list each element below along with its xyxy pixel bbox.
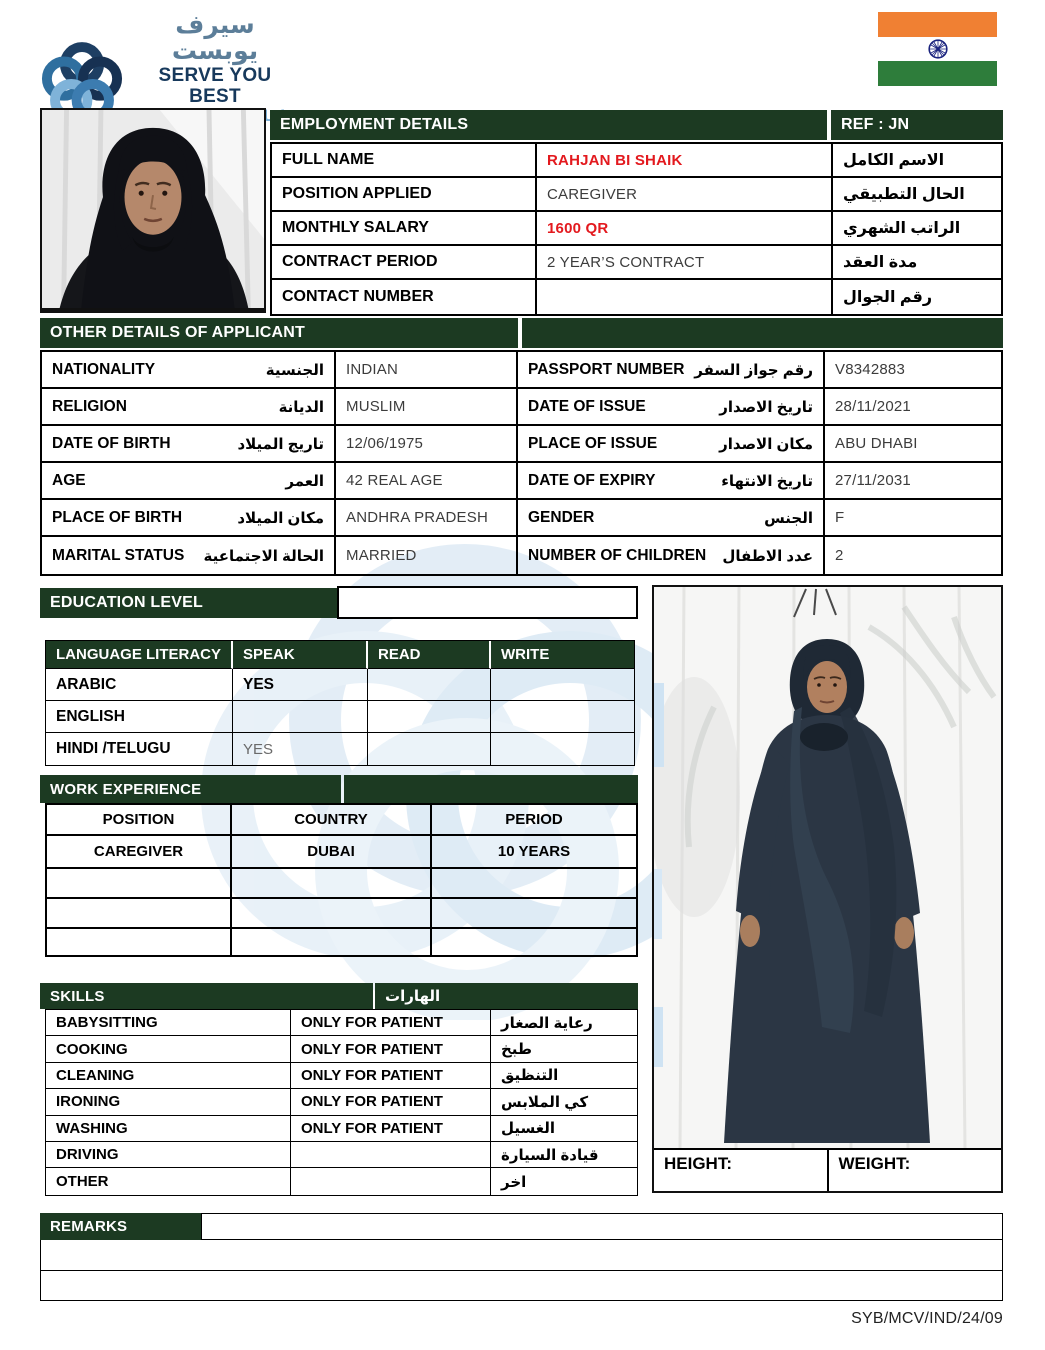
field-label-arabic: الراتب الشهري bbox=[833, 212, 1001, 246]
period-value bbox=[432, 869, 636, 899]
company-name-arabic: سيرف يوبست bbox=[171, 11, 259, 66]
work-experience-table bbox=[45, 803, 638, 957]
field-label: PLACE OF BIRTH مكان الميلاد bbox=[42, 500, 336, 537]
write-value bbox=[491, 733, 634, 765]
skill-name: IRONING bbox=[46, 1089, 291, 1115]
employment-title: EMPLOYMENT DETAILS bbox=[270, 110, 827, 140]
children-count-value: 2 bbox=[835, 547, 844, 564]
employment-table bbox=[270, 142, 1003, 316]
skills-section-header bbox=[40, 983, 638, 1009]
field-label: DATE OF BIRTH تاريج الميلاد bbox=[42, 426, 336, 463]
position-value bbox=[47, 929, 232, 955]
company-name: SERVE YOU BEST bbox=[158, 64, 272, 108]
column-header: LANGUAGE LITERACY bbox=[46, 641, 233, 669]
position-value bbox=[47, 899, 232, 929]
column-header: SPEAK bbox=[233, 641, 368, 669]
period-value bbox=[432, 929, 636, 955]
write-value bbox=[491, 669, 634, 701]
weight-label: WEIGHT: bbox=[838, 1154, 911, 1173]
ref-number: REF : JN bbox=[831, 110, 1003, 140]
skill-name: BABYSITTING bbox=[46, 1010, 291, 1036]
education-level-title: EDUCATION LEVEL bbox=[40, 588, 337, 618]
field-label: FULL NAME bbox=[272, 144, 537, 178]
read-value bbox=[368, 733, 491, 765]
position-value: CAREGIVER bbox=[47, 836, 232, 869]
period-value: 10 YEARS bbox=[432, 836, 636, 869]
field-label: MONTHLY SALARY bbox=[272, 212, 537, 246]
education-level-value bbox=[337, 586, 638, 619]
place-of-birth-value: ANDHRA PRADESH bbox=[336, 500, 518, 537]
field-label-arabic: الحال التطبيقي bbox=[833, 178, 1001, 212]
skill-arabic: رعاية الصغار bbox=[491, 1010, 637, 1036]
field-label: CONTACT NUMBER bbox=[272, 280, 537, 314]
applicant-fullbody-photo bbox=[652, 585, 1003, 1193]
skill-value: ONLY FOR PATIENT bbox=[291, 1010, 491, 1036]
language-name: HINDI /TELUGU bbox=[46, 733, 233, 765]
religion-value: MUSLIM bbox=[336, 389, 518, 426]
marital-status-value: MARRIED bbox=[336, 537, 518, 574]
monthly-salary-value: 1600 QR bbox=[537, 212, 833, 246]
skills-table bbox=[45, 1009, 638, 1196]
date-of-expiry-value: 27/11/2031 bbox=[825, 463, 1001, 500]
other-details-title-spacer bbox=[522, 318, 1003, 348]
place-of-issue-value: ABU DHABI bbox=[825, 426, 1001, 463]
language-name: ENGLISH bbox=[46, 701, 233, 733]
applicant-portrait-photo bbox=[40, 108, 266, 313]
field-label: DATE OF ISSUE تاريخ الاصدار bbox=[518, 389, 825, 426]
skill-arabic: التنظيق bbox=[491, 1063, 637, 1089]
position-applied-value: CAREGIVER bbox=[537, 178, 833, 212]
ashoka-chakra-icon bbox=[926, 37, 950, 61]
india-flag bbox=[878, 12, 997, 86]
remarks-section bbox=[40, 1213, 1003, 1301]
field-label: CONTRACT PERIOD bbox=[272, 246, 537, 280]
height-weight-row bbox=[654, 1148, 1001, 1191]
gender-value: F bbox=[825, 500, 1001, 537]
column-header: PERIOD bbox=[432, 805, 636, 836]
skill-arabic: كي الملابس bbox=[491, 1089, 637, 1115]
field-label-arabic: رقم الجوال bbox=[843, 289, 933, 306]
field-label: PASSPORT NUMBER رقم جواز السفر bbox=[518, 352, 825, 389]
skill-value: ONLY FOR PATIENT bbox=[291, 1116, 491, 1142]
skill-value bbox=[291, 1142, 491, 1168]
nationality-value: INDIAN bbox=[336, 352, 518, 389]
field-label: DATE OF EXPIRY تاريخ الانتهاء bbox=[518, 463, 825, 500]
full-name-value: RAHJAN BI SHAIK bbox=[537, 144, 833, 178]
skill-name: DRIVING bbox=[46, 1142, 291, 1168]
country-value bbox=[232, 899, 432, 929]
column-header: WRITE bbox=[491, 641, 634, 669]
period-value bbox=[432, 899, 636, 929]
employment-section-header bbox=[270, 110, 1003, 140]
work-experience-section-header bbox=[40, 775, 638, 803]
remarks-title: REMARKS bbox=[40, 1213, 201, 1240]
speak-value: YES bbox=[233, 669, 368, 701]
remarks-field bbox=[201, 1213, 1003, 1240]
field-label: NATIONALITY الجنسية bbox=[42, 352, 336, 389]
country-value: DUBAI bbox=[232, 836, 432, 869]
column-header: READ bbox=[368, 641, 491, 669]
skill-value bbox=[291, 1168, 491, 1194]
other-details-title: OTHER DETAILS OF APPLICANT bbox=[40, 318, 518, 348]
company-tagline-arabic: لجلب bbox=[246, 108, 286, 126]
country-value bbox=[232, 929, 432, 955]
work-experience-title: WORK EXPERIENCE bbox=[40, 775, 341, 803]
field-label: MARITAL STATUS الحالة الاجتماعية bbox=[42, 537, 336, 574]
skill-value: ONLY FOR PATIENT bbox=[291, 1089, 491, 1115]
read-value bbox=[368, 669, 491, 701]
speak-value bbox=[233, 701, 368, 733]
other-details-section-header bbox=[40, 318, 1003, 348]
field-label: PLACE OF ISSUE مكان الاصدار bbox=[518, 426, 825, 463]
height-label: HEIGHT: bbox=[654, 1150, 829, 1191]
field-label: RELIGION الديانة bbox=[42, 389, 336, 426]
skill-arabic: قيادة السيارة bbox=[491, 1142, 637, 1168]
skill-arabic: طبخ bbox=[491, 1036, 637, 1062]
portrait-illustration bbox=[42, 110, 264, 308]
column-header: COUNTRY bbox=[232, 805, 432, 836]
field-label: POSITION APPLIED bbox=[272, 178, 537, 212]
column-header: POSITION bbox=[47, 805, 232, 836]
speak-value: YES bbox=[233, 733, 368, 765]
skill-name: WASHING bbox=[46, 1116, 291, 1142]
passport-number-value: V8342883 bbox=[825, 352, 1001, 389]
flag-white-band bbox=[878, 37, 997, 61]
language-literacy-table bbox=[45, 640, 635, 766]
flag-green-band bbox=[878, 61, 997, 86]
flag-saffron-band bbox=[878, 12, 997, 37]
document-reference-code: SYB/MCV/IND/24/09 bbox=[851, 1310, 1003, 1327]
remarks-line bbox=[40, 1271, 1003, 1301]
field-label: GENDER الجنس bbox=[518, 500, 825, 537]
skill-arabic: الغسيل bbox=[491, 1116, 637, 1142]
field-label-arabic: الاسم الكامل bbox=[833, 144, 1001, 178]
field-label: AGE العمر bbox=[42, 463, 336, 500]
write-value bbox=[491, 701, 634, 733]
skill-name: CLEANING bbox=[46, 1063, 291, 1089]
skill-value: ONLY FOR PATIENT bbox=[291, 1063, 491, 1089]
skill-name: OTHER bbox=[46, 1168, 291, 1194]
contract-period-value: 2 YEAR’S CONTRACT bbox=[537, 246, 833, 280]
skill-arabic: اخر bbox=[501, 1173, 527, 1191]
fullbody-illustration bbox=[654, 587, 1001, 1148]
work-experience-title-spacer bbox=[344, 775, 638, 803]
read-value bbox=[368, 701, 491, 733]
other-details-table bbox=[40, 350, 1003, 576]
skill-value: ONLY FOR PATIENT bbox=[291, 1036, 491, 1062]
skills-title: SKILLS bbox=[40, 983, 373, 1009]
country-value bbox=[232, 869, 432, 899]
date-of-birth-value: 12/06/1975 bbox=[336, 426, 518, 463]
skill-name: COOKING bbox=[46, 1036, 291, 1062]
contact-number-value bbox=[537, 280, 833, 314]
position-value bbox=[47, 869, 232, 899]
language-name: ARABIC bbox=[46, 669, 233, 701]
skills-title-arabic: الهارات bbox=[375, 983, 638, 1009]
field-label-arabic: مدة العقد bbox=[833, 246, 1001, 280]
field-label: NUMBER OF CHILDREN عدد الاطفال bbox=[518, 537, 825, 574]
date-of-issue-value: 28/11/2021 bbox=[825, 389, 1001, 426]
age-value: 42 REAL AGE bbox=[336, 463, 518, 500]
remarks-line bbox=[40, 1240, 1003, 1271]
